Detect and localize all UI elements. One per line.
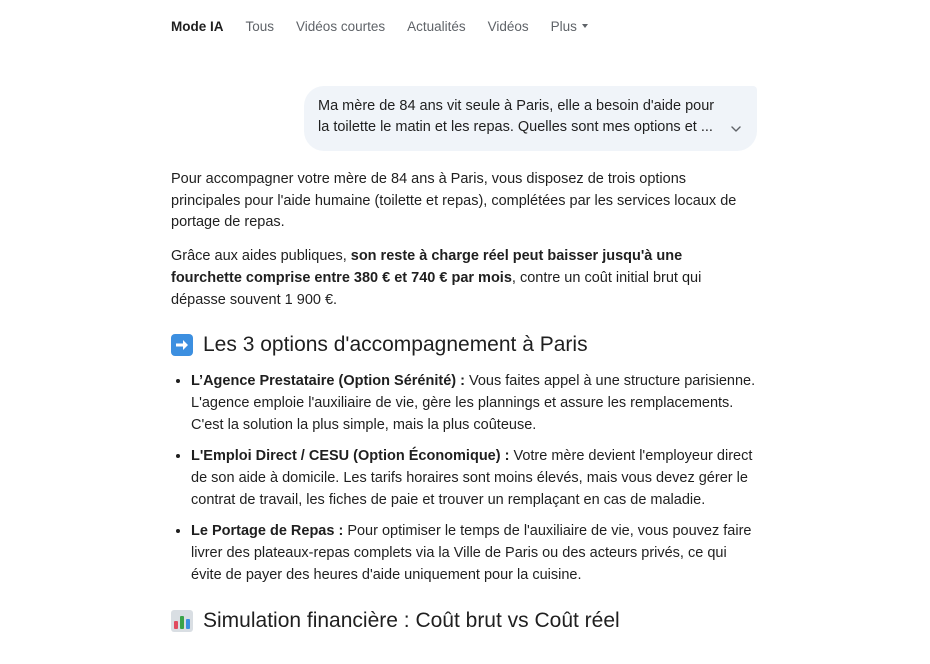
tab-mode-ia[interactable]: Mode IA xyxy=(171,18,224,34)
query-line-2: la toilette le matin et les repas. Quelles sont mes options et ... xyxy=(318,119,713,135)
ai-answer xyxy=(171,169,756,647)
cost-highlight: son reste à charge réel peut baisser jusqu'à une fourchette comprise entre 380 € et 740 € par mois xyxy=(171,248,683,286)
option-title: Le Portage de Repas : xyxy=(191,523,344,540)
bar-chart-emoji-icon xyxy=(171,610,193,632)
section-heading-simulation xyxy=(171,606,756,636)
tab-tous[interactable]: Tous xyxy=(245,18,275,34)
query-line-1: Ma mère de 84 ans vit seule à Paris, elle a besoin d'aide pour xyxy=(318,98,715,114)
section-heading-options-text: Les 3 options d'accompagnement à Paris xyxy=(203,333,588,357)
cost-prefix: Grâce aux aides publiques, xyxy=(171,248,351,265)
option-text: Vous faites appel à une structure parisienne. L'agence emploie l'auxiliaire de vie, gère les plannings et assure les remplacements. C'est la solution la plus simple, mais la plus coûteuse. xyxy=(191,373,756,433)
right-arrow-emoji-icon xyxy=(171,334,193,356)
options-list xyxy=(171,371,756,586)
tab-plus[interactable] xyxy=(551,19,588,34)
answer-intro: Pour accompagner votre mère de 84 ans à Paris, vous disposez de trois options principales pour l'aide humaine (toilette et repas), complétées par les services locaux de portage de repas. xyxy=(171,171,737,231)
option-text: Pour optimiser le temps de l'auxiliaire de vie, vous pouvez faire livrer des plateaux-repas complets via la Ville de Paris ou des acteurs privés, ce qui évite de payer des heures d'aide uniquement pour la cuisine. xyxy=(191,523,752,583)
tab-videos[interactable]: Vidéos xyxy=(487,18,529,34)
cost-suffix: , contre un coût initial brut qui dépasse souvent 1 900 €. xyxy=(171,269,702,308)
tab-plus-label: Plus xyxy=(550,18,577,34)
list-item xyxy=(191,446,756,511)
caret-down-icon xyxy=(582,24,588,28)
option-title: L'Emploi Direct / CESU (Option Économique) : xyxy=(191,448,510,465)
answer-cost-summary xyxy=(171,246,756,311)
chevron-down-icon[interactable] xyxy=(731,124,741,134)
tab-actualites[interactable]: Actualités xyxy=(407,18,466,34)
user-query-bubble xyxy=(304,86,757,151)
list-item xyxy=(191,521,756,586)
option-text: Votre mère devient l'employeur direct de son aide à domicile. Les tarifs horaires sont moins élevés, mais vous devez gérer le contrat de travail, les fiches de paie et trouver un remplaçant en cas de maladie. xyxy=(191,448,753,508)
list-item xyxy=(191,371,756,436)
search-mode-tabs xyxy=(171,17,610,35)
section-heading-options xyxy=(171,330,756,360)
section-heading-simulation-text: Simulation financière : Coût brut vs Coût réel xyxy=(203,608,620,632)
tab-videos-courtes[interactable]: Vidéos courtes xyxy=(296,18,386,34)
option-title: L’Agence Prestataire (Option Sérénité) : xyxy=(191,373,465,390)
